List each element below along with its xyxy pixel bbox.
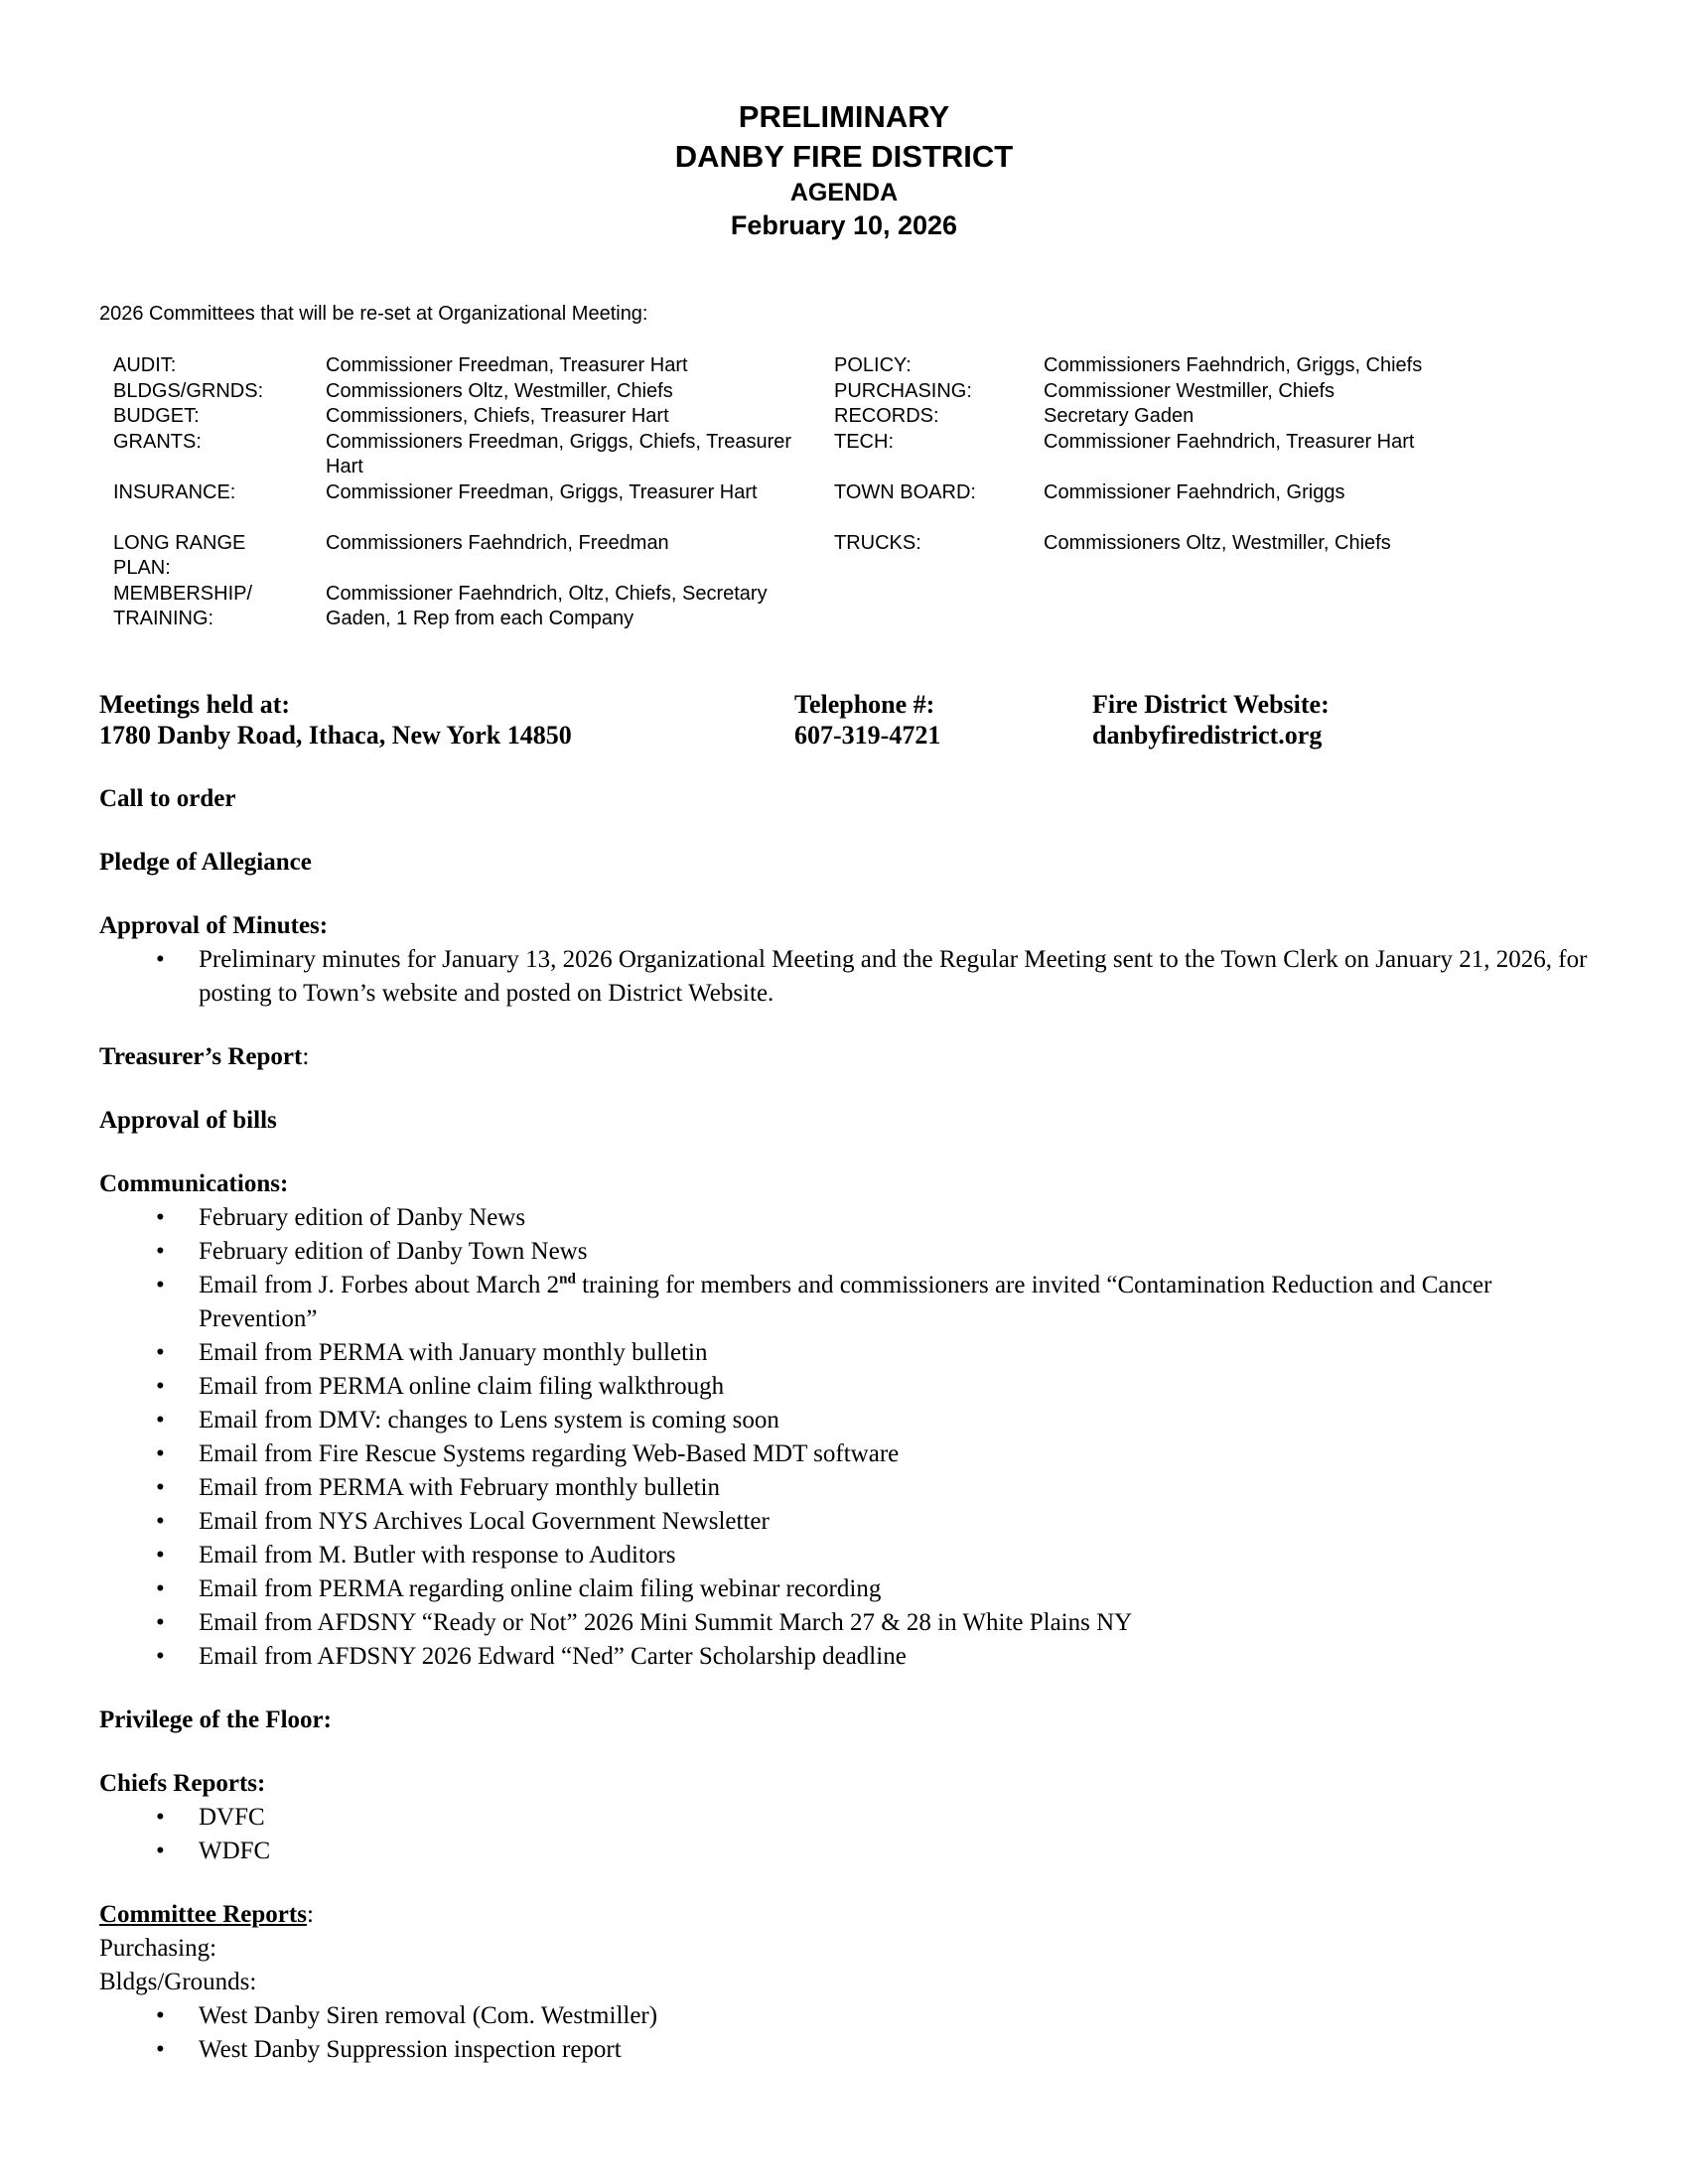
treasurer-title: Treasurer’s Report <box>99 1043 303 1070</box>
header-organization: DANBY FIRE DISTRICT <box>674 139 1014 174</box>
website <box>1092 689 1330 751</box>
bldgs-list <box>99 1999 1609 2067</box>
list-item: • February edition of Danby Town News <box>99 1235 1609 1269</box>
section-bills <box>99 1104 1609 1138</box>
committee-name: AUDIT: <box>113 354 177 376</box>
list-item: • Email from PERMA with February monthly bulletin <box>99 1471 1609 1505</box>
committee-members: Commissioner Freedman, Treasurer Hart <box>326 354 688 376</box>
call-to-order: Call to order <box>99 785 236 812</box>
meetings-address: 1780 Danby Road, Ithaca, New York 14850 <box>99 721 572 750</box>
committee-members: Commissioner Faehndrich, Oltz, Chiefs, Secretary Gaden, 1 Rep from each Company <box>326 582 768 629</box>
approval-of-bills: Approval of bills <box>99 1107 277 1134</box>
committee-name: INSURANCE: <box>113 480 236 503</box>
committee-members: Secretary Gaden <box>1044 405 1195 427</box>
list-item: • Email from AFDSNY “Ready or Not” 2026 Mini Summit March 27 & 28 in White Plains NY <box>99 1606 1609 1640</box>
meeting-location <box>99 689 572 751</box>
committee-members: Commissioner Faehndrich, Treasurer Hart <box>1044 430 1415 453</box>
committee-members: Commissioner Westmiller, Chiefs <box>1044 379 1336 402</box>
committee-members: Commissioners Freedman, Griggs, Chiefs, Treasurer Hart <box>326 430 792 478</box>
committee-reports-title: Committee Reports <box>99 1901 307 1928</box>
section-communications <box>99 1167 1609 1674</box>
committee-name: MEMBERSHIP/ TRAINING: <box>113 582 253 629</box>
committee-name: GRANTS: <box>113 430 202 453</box>
section-treasurer <box>99 1040 1609 1074</box>
committee-name: LONG RANGE PLAN: <box>113 531 246 579</box>
list-item: • West Danby Suppression inspection report <box>99 2033 1609 2067</box>
committee-name: RECORDS: <box>834 405 939 427</box>
committee-members: Commissioner Freedman, Griggs, Treasurer Hart <box>326 480 758 503</box>
section-floor <box>99 1704 1609 1737</box>
header-status: PRELIMINARY <box>738 99 950 134</box>
list-item: • DVFC <box>99 1801 1609 1835</box>
committee-members: Commissioners Oltz, Westmiller, Chiefs <box>1044 531 1391 554</box>
section-minutes <box>99 909 1609 1011</box>
committee-members: Commissioners Oltz, Westmiller, Chiefs <box>326 379 673 402</box>
document-header <box>0 97 1688 242</box>
website-label: Fire District Website: <box>1092 690 1330 719</box>
item-text: Email from J. Forbes about March 2 <box>199 1272 560 1298</box>
committee-members: Commissioners Faehndrich, Griggs, Chiefs <box>1044 354 1423 376</box>
list-item: • Email from PERMA online claim filing walkthrough <box>99 1370 1609 1404</box>
committee-reports-colon: : <box>306 1901 314 1928</box>
list-item: • Email from M. Butler with response to Auditors <box>99 1539 1609 1572</box>
committees-intro: 2026 Committees that will be re-set at Organizational Meeting: <box>99 303 648 325</box>
list-item: • WDFC <box>99 1835 1609 1868</box>
communications-title: Communications: <box>99 1170 289 1197</box>
committee-name: PURCHASING: <box>834 379 972 402</box>
privilege-of-floor: Privilege of the Floor: <box>99 1706 332 1733</box>
minutes-list <box>99 943 1609 1011</box>
committee-name: POLICY: <box>834 354 912 376</box>
telephone-value: 607-319-4721 <box>794 721 941 750</box>
list-item: • Preliminary minutes for January 13, 2026 Organizational Meeting and the Regular Meeting sent to the Town Clerk on January 21, 2026, for posting to Town’s website and posted on District Website. <box>99 943 1609 1011</box>
committee-members: Commissioners Faehndrich, Freedman <box>326 531 669 554</box>
committee-name: BLDGS/GRNDS: <box>113 379 264 402</box>
list-item: • Email from PERMA regarding online claim filing webinar recording <box>99 1572 1609 1606</box>
header-date: February 10, 2026 <box>730 210 958 240</box>
committee-name: BUDGET: <box>113 405 200 427</box>
list-item: • West Danby Siren removal (Com. Westmiller) <box>99 1999 1609 2033</box>
telephone <box>794 689 940 751</box>
list-item: • Email from DMV: changes to Lens system is coming soon <box>99 1404 1609 1437</box>
treasurer-colon: : <box>302 1043 310 1070</box>
section-call-to-order <box>99 782 1609 816</box>
website-value: danbyfiredistrict.org <box>1092 721 1323 750</box>
list-item: • Email from AFDSNY 2026 Edward “Ned” Carter Scholarship deadline <box>99 1640 1609 1674</box>
header-doc-type: AGENDA <box>789 179 899 206</box>
list-item: • February edition of Danby News <box>99 1201 1609 1235</box>
minutes-title: Approval of Minutes: <box>99 912 329 939</box>
meetings-label: Meetings held at: <box>99 690 291 719</box>
committee-members: Commissioner Faehndrich, Griggs <box>1044 480 1345 503</box>
item-text: training for members and commissioners are invited “Contamination Reduction and Cancer Prevention” <box>199 1272 1492 1332</box>
committee-name: TECH: <box>834 430 894 453</box>
bldgs-grounds-label: Bldgs/Grounds: <box>99 1969 257 1995</box>
purchasing-label: Purchasing: <box>99 1935 217 1962</box>
list-item: • Email from Fire Rescue Systems regarding Web-Based MDT software <box>99 1437 1609 1471</box>
agenda-body <box>99 782 1609 2067</box>
pledge-of-allegiance: Pledge of Allegiance <box>99 849 312 876</box>
list-item <box>99 1269 1609 1336</box>
committee-members: Commissioners, Chiefs, Treasurer Hart <box>326 405 669 427</box>
chiefs-title: Chiefs Reports: <box>99 1770 266 1797</box>
chiefs-list <box>99 1801 1609 1868</box>
section-chiefs <box>99 1767 1609 1868</box>
list-item: • Email from NYS Archives Local Government Newsletter <box>99 1505 1609 1539</box>
list-item: • Email from PERMA with January monthly bulletin <box>99 1336 1609 1370</box>
committee-name: TRUCKS: <box>834 531 921 554</box>
ordinal-suffix: nd <box>559 1271 576 1288</box>
committee-name: TOWN BOARD: <box>834 480 976 503</box>
telephone-label: Telephone #: <box>794 690 935 719</box>
communications-list <box>99 1201 1609 1674</box>
section-committee-reports <box>99 1898 1609 2067</box>
section-pledge <box>99 846 1609 880</box>
